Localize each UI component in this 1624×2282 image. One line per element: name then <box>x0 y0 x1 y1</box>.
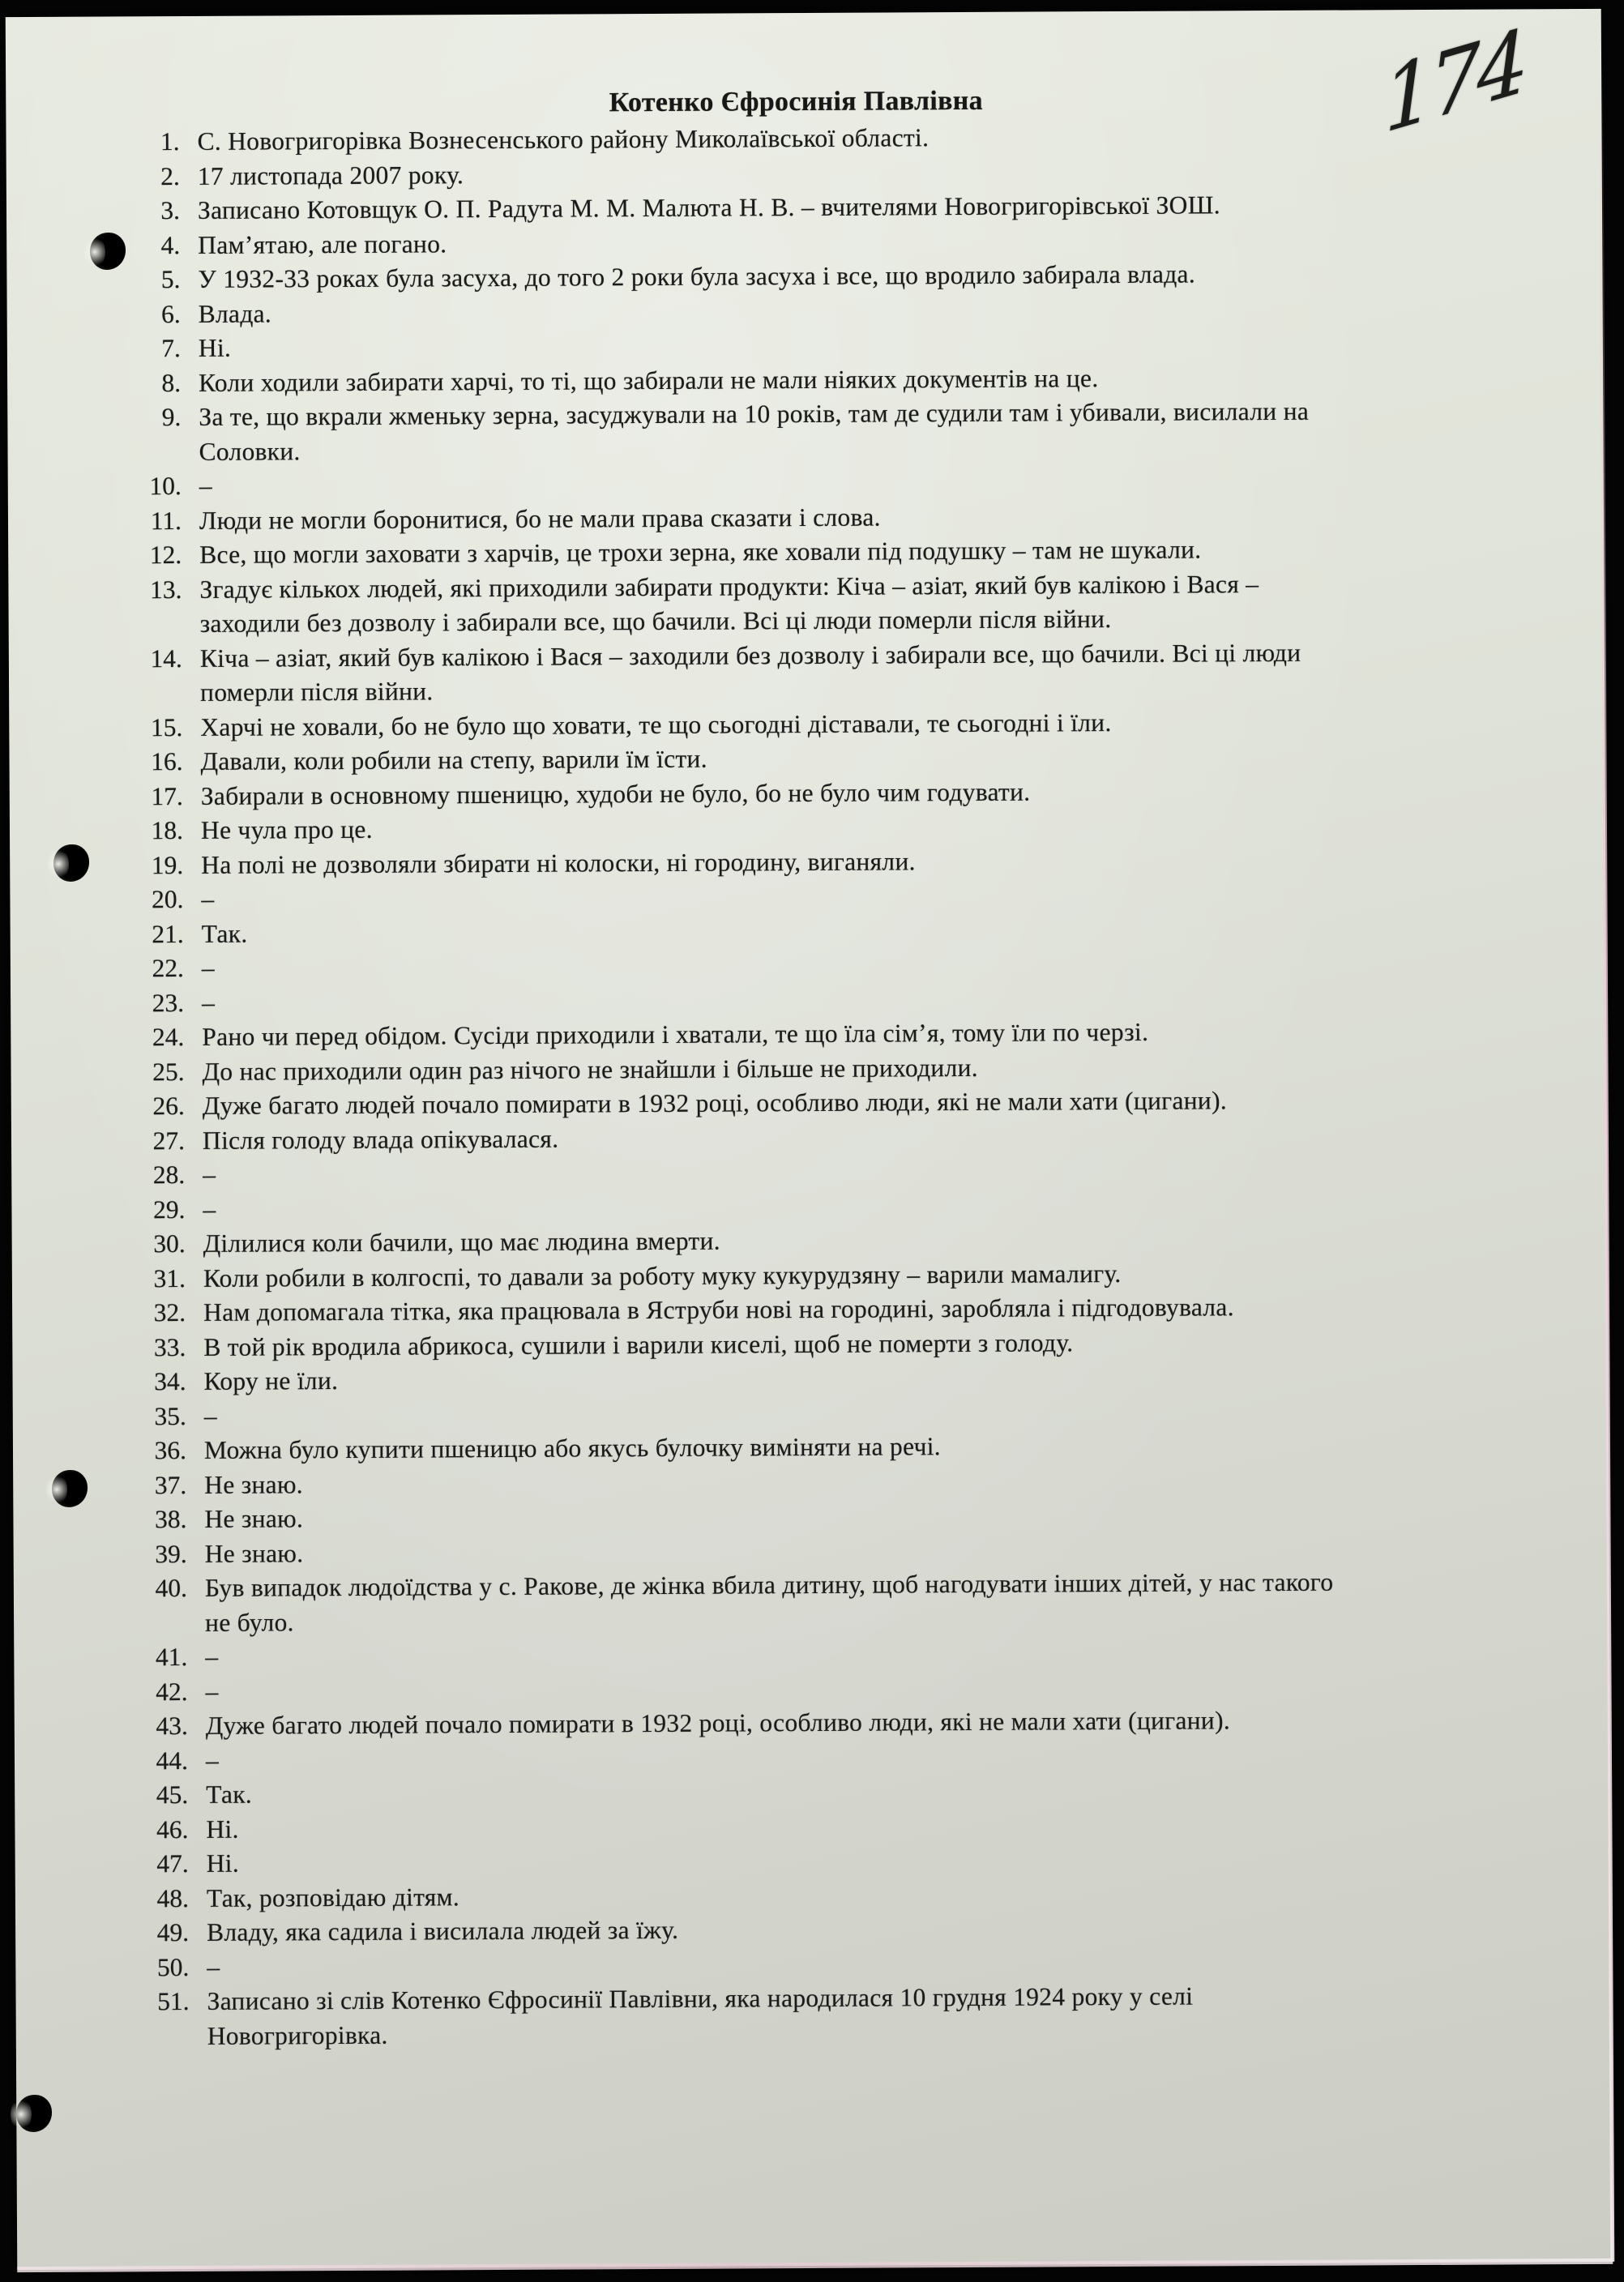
item-text: Дуже багато людей почало помирати в 1932 році, особливо люди, які не мали хати (цигани). <box>205 1706 1231 1740</box>
item-text: Так. <box>201 919 248 948</box>
item-number: 21. <box>152 919 184 948</box>
item-number: 27. <box>152 1126 186 1155</box>
item-text: Владу, яка садила і висилала людей за їжу. <box>207 1915 679 1947</box>
item-text: Не знаю. <box>204 1469 304 1499</box>
item-text: Харчі не ховали, бо не було що ховати, те що сьогодні діставали, те сьогодні і їли. <box>200 707 1112 741</box>
item-text: – <box>199 471 212 500</box>
item-number: 47. <box>156 1849 189 1878</box>
item-number: 45. <box>156 1780 189 1810</box>
item-number: 49. <box>156 1918 190 1947</box>
item-text: Пам’ятаю, але погано. <box>198 229 447 259</box>
item-number: 25. <box>152 1057 185 1086</box>
list-item <box>142 394 1453 469</box>
item-number: 16. <box>151 747 183 776</box>
answer-list <box>140 118 1461 2053</box>
item-text: С. Новогригорівка Вознесенського району Миколаївської області. <box>197 123 930 156</box>
item-number: 42. <box>156 1677 188 1706</box>
item-text: – <box>207 1952 220 1981</box>
item-number: 43. <box>156 1712 188 1741</box>
list-item <box>148 1565 1459 1640</box>
item-number: 36. <box>154 1436 187 1465</box>
item-text: Коли ходили забирати харчі, то ті, що забирали не мали ніяких документів на це. <box>199 363 1099 397</box>
item-number: 12. <box>149 541 182 570</box>
item-text: Не знаю. <box>204 1504 304 1533</box>
item-text: Кору не їли. <box>203 1366 339 1395</box>
item-number: 44. <box>156 1746 189 1775</box>
item-text: 17 листопада 2007 року. <box>197 160 464 190</box>
item-number: 7. <box>161 334 181 363</box>
item-number: 15. <box>150 712 183 741</box>
item-number: 1. <box>160 127 180 156</box>
item-text: – <box>202 988 216 1017</box>
document-title: Котенко Єфросинія Павлівна <box>609 85 984 118</box>
item-number: 6. <box>160 299 181 328</box>
item-number: 11. <box>150 506 182 535</box>
item-number: 33. <box>153 1332 186 1361</box>
item-number: 50. <box>156 1952 190 1981</box>
item-number: 18. <box>151 816 184 845</box>
item-text: У 1932-33 роках була засуха, до того 2 роки була засуха і все, що вродило забирала влада. <box>198 259 1196 293</box>
item-text: – <box>203 1160 216 1189</box>
item-number: 37. <box>154 1470 187 1499</box>
item-number: 2. <box>160 161 180 190</box>
item-text: Не знаю. <box>204 1538 304 1568</box>
item-text: – <box>205 1642 219 1671</box>
list-item <box>143 635 1455 710</box>
item-number: 30. <box>153 1229 186 1259</box>
item-number: 41. <box>155 1643 188 1672</box>
item-number: 28. <box>152 1160 186 1190</box>
item-number: 17. <box>151 781 183 810</box>
item-number: 13. <box>149 575 182 604</box>
handwritten-page-number: 174 <box>1381 10 1527 153</box>
item-text: На полі не дозволяли збирати ні колоски, ні городину, виганяли. <box>201 846 916 879</box>
item-text: Можна було купити пшеницю або якусь булочку виміняти на речі. <box>203 1432 941 1464</box>
item-number: 38. <box>154 1505 187 1534</box>
item-text: Забирали в основному пшеницю, худоби не було, бо не було чим годувати. <box>200 777 1031 810</box>
item-number: 26. <box>152 1092 185 1121</box>
item-number: 10. <box>149 472 182 501</box>
item-number: 22. <box>152 954 184 983</box>
item-text: Ні. <box>198 333 232 362</box>
item-number: 39. <box>155 1539 187 1568</box>
item-number: 34. <box>154 1367 186 1396</box>
item-text: Не чула про це. <box>200 814 373 844</box>
item-text: За те, що вкрали жменьку зерна, засуджували на 10 років, там де судили там і убивали, висилали на Соловки. <box>199 396 1310 466</box>
item-number: 4. <box>160 230 181 259</box>
item-text: – <box>201 953 216 982</box>
item-text: Коли робили в колгоспі, то давали за роботу муку кукурудзяну – варили мамалигу. <box>203 1259 1122 1293</box>
item-text: В той рік вродила абрикоса, сушили і варили киселі, щоб не померти з голоду. <box>203 1327 1074 1361</box>
item-number: 3. <box>160 196 181 225</box>
item-text: Кіча – азіат, який був калікою і Вася – заходили без дозволу і забирали все, що бачили. Всі ці люди померли після війни. <box>199 638 1301 707</box>
item-number: 9. <box>161 403 182 432</box>
item-text: Після голоду влада опікувалася. <box>202 1124 559 1155</box>
item-text: Ні. <box>206 1814 239 1844</box>
item-text: Влада. <box>198 298 272 328</box>
list-item <box>150 1978 1461 2053</box>
item-text: Згадує кількох людей, які приходили забирати продукти: Кіча – азіат, який був калікою і Вася – заходили без дозволу і забирали все, що бачили. Всі ці люди померли після війни. <box>199 569 1259 638</box>
item-number: 31. <box>153 1263 186 1293</box>
item-text: – <box>201 884 215 913</box>
item-text: – <box>205 1746 220 1775</box>
item-number: 19. <box>151 850 184 879</box>
item-text: Все, що могли заховати з харчів, це трохи зерна, яке ховали під подушку – там не шукали. <box>199 535 1202 569</box>
item-number: 8. <box>161 368 182 397</box>
item-text: – <box>205 1677 219 1706</box>
item-text: Дуже багато людей почало помирати в 1932 році, особливо люди, які не мали хати (цигани). <box>202 1086 1228 1120</box>
item-number: 40. <box>155 1574 187 1603</box>
list-item <box>143 566 1454 641</box>
item-text: Люди не могли боронитися, бо не мали права сказати і слова. <box>199 502 881 535</box>
item-text: Записано зі слів Котенко Єфросинії Павлівни, яка народилася 10 грудня 1924 року у селі Новогригорівка. <box>207 1981 1194 2050</box>
item-text: Давали, коли робили на степу, варили їм їсти. <box>200 744 707 776</box>
item-number: 5. <box>160 265 181 294</box>
item-number: 20. <box>151 885 184 914</box>
scanned-page <box>6 9 1613 2270</box>
item-text: Ні. <box>206 1848 240 1878</box>
item-number: 29. <box>152 1194 186 1224</box>
item-number: 14. <box>150 643 182 673</box>
item-text: Рано чи перед обідом. Сусіди приходили і хватали, те що їла сім’я, тому їли по черзі. <box>202 1017 1149 1051</box>
item-text: – <box>203 1194 216 1224</box>
item-number: 24. <box>152 1023 185 1052</box>
item-text: Так, розповідаю дітям. <box>206 1882 460 1912</box>
item-number: 46. <box>156 1814 189 1844</box>
item-text: Був випадок людоїдства у с. Ракове, де жінка вбила дитину, щоб нагодувати інших дітей, у нас такого не було. <box>204 1567 1334 1637</box>
item-text: Записано Котовщук О. П. Радута М. М. Малюта Н. В. – вчителями Новогригорівської ЗОШ. <box>197 190 1220 224</box>
item-text: Нам допомагала тітка, яка працювала в Яструби нові на городині, заробляла і підгодовувала. <box>203 1293 1234 1327</box>
item-number: 32. <box>153 1298 186 1327</box>
item-number: 48. <box>156 1883 189 1912</box>
item-text: Так. <box>206 1780 253 1809</box>
item-text: До нас приходили один раз нічого не знайшли і більше не приходили. <box>202 1053 978 1086</box>
item-text: Ділилися коли бачили, що має людина вмерти. <box>203 1226 720 1258</box>
item-number: 23. <box>152 988 185 1017</box>
item-number: 51. <box>157 1987 190 2016</box>
item-text: – <box>203 1401 217 1430</box>
item-number: 35. <box>154 1401 186 1430</box>
